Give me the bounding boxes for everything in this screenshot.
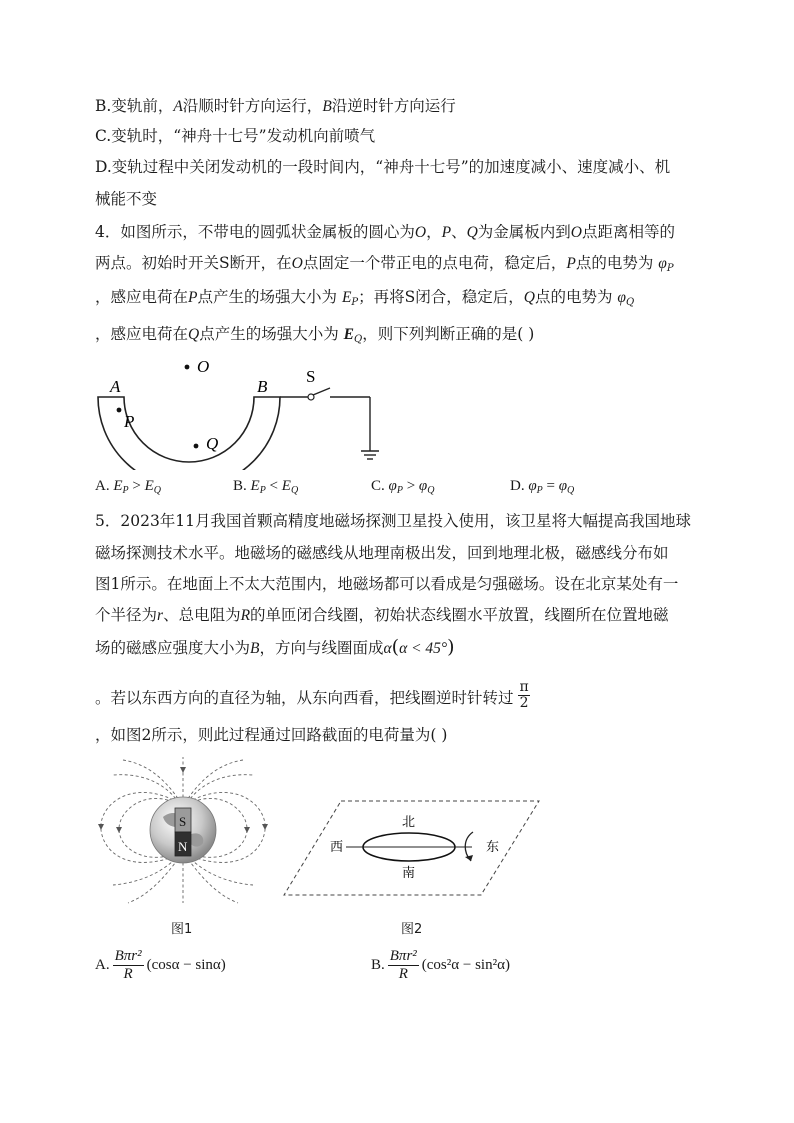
q4-option-b: B. $E_P < E_Q$	[233, 478, 299, 496]
label-south: 南	[402, 865, 416, 880]
q5-option-a: A. Bπr² R (cosα − sinα)	[95, 948, 226, 982]
alpha-condition: α < 45°	[399, 640, 448, 657]
label-p: P	[124, 412, 135, 431]
label-s: S	[306, 367, 316, 386]
q5-line2: 磁场探测技术水平。地磁场的磁感线从地理南极出发，回到地理北极，磁感线分布如	[95, 544, 669, 562]
q3-option-d-line1: D.变轨过程中关闭发动机的一段时间内，“神舟十七号”的加速度减小、速度减小、机	[95, 158, 671, 176]
label-north: 北	[402, 814, 416, 829]
q3-option-b: B.变轨前，A沿顺时针方向运行，B沿逆时针方向运行	[95, 97, 456, 115]
label-a: A	[110, 377, 121, 396]
figure-2-coil	[283, 797, 545, 899]
metal-arc-plate	[98, 397, 280, 470]
label-o: O	[197, 357, 210, 376]
q3-option-d-line2: 械能不变	[95, 190, 158, 208]
pi-over-2-fraction: $\frac{\pi}{2}$	[519, 678, 529, 711]
label-east: 东	[486, 839, 500, 854]
q4-line3: ，感应电荷在P点产生的场强大小为 $E_P$；再将S闭合，稳定后，Q点的电势为 $\varphi_Q$	[95, 288, 635, 308]
magnet-label-n: N	[178, 839, 188, 854]
magnet-label-s: S	[179, 814, 187, 829]
q5-option-b: B. Bπr² R (cos²α − sin²α)	[371, 948, 510, 982]
switch-blade	[313, 388, 330, 395]
figure-2-caption: 图2	[401, 922, 423, 937]
figure-1-caption: 图1	[171, 922, 193, 937]
q4-line2: 两点。初始时开关S断开，在O点固定一个带正电的点电荷，稳定后，P点的电势为 $\varphi_P$	[95, 254, 674, 274]
q5-line1: 5．2023年11月我国首颗高精度地磁场探测卫星投入使用，该卫星将大幅提高我国地球	[95, 512, 692, 530]
label-b: B	[257, 377, 268, 396]
q4-line4: ，感应电荷在Q点产生的场强大小为 $E_Q$，则下列判断正确的是( )	[95, 325, 535, 345]
q3-option-c: C.变轨时，“神舟十七号”发动机向前喷气	[95, 127, 376, 145]
phi-p-symbol: $\varphi_P$	[658, 255, 674, 274]
figure-1-earth-field	[93, 755, 273, 905]
label-q: Q	[206, 434, 219, 453]
q5-line6: 。若以东西方向的直径为轴，从东向西看，把线圈逆时针转过 $\frac{\pi}{2}$	[95, 678, 529, 711]
label-west: 西	[330, 839, 344, 854]
q5-line7: ，如图2所示，则此过程通过回路截面的电荷量为( )	[95, 726, 448, 744]
q4-figure	[90, 355, 390, 470]
e-p-symbol: $E_P$	[341, 289, 359, 308]
point-p	[117, 408, 122, 413]
q5-line5: 场的磁感应强度大小为B，方向与线圈面成α(α < 45°)	[95, 636, 455, 658]
q5-line4: 个半径为r、总电阻为R的单匝闭合线圈，初始状态线圈水平放置，线圈所在位置地磁	[95, 606, 669, 624]
q4-option-c: C. $\varphi_P > \varphi_Q$	[371, 478, 435, 496]
rotation-arrowhead	[465, 855, 473, 861]
q5-line3: 图1所示。在地面上不太大范围内，地磁场都可以看成是匀强磁场。设在北京某处有一	[95, 575, 679, 593]
phi-q-symbol: $\varphi_Q$	[617, 289, 635, 308]
q5-option-a-fraction: Bπr² R	[114, 948, 142, 982]
point-q	[194, 444, 199, 449]
q5-option-b-fraction: Bπr² R	[389, 948, 417, 982]
q4-option-d: D. $\varphi_P = \varphi_Q$	[510, 478, 575, 496]
e-q-symbol: $E_Q$	[343, 326, 363, 345]
q4-option-a: A. $E_P > E_Q$	[95, 478, 161, 496]
q4-line1: 4．如图所示，不带电的圆弧状金属板的圆心为O，P、Q为金属板内到O点距离相等的	[95, 223, 676, 241]
point-o	[185, 365, 190, 370]
